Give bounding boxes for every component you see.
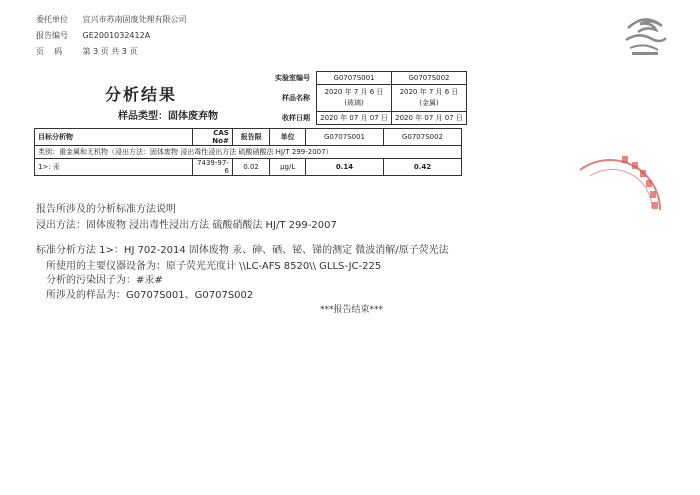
sample-date: 2020 年 7 月 6 日 [324, 88, 384, 96]
leaching-method-text: 浸出方法：固体废物 浸出毒性浸出方法 硫酸硝酸法 HJ/T 299-2007 [36, 220, 337, 231]
sample-name-label: 样品名称 [282, 93, 310, 102]
lab-number-row [268, 72, 467, 85]
client-label: 委托单位 [36, 15, 68, 24]
sample-name-row [268, 85, 467, 112]
analyte-header: 目标分析物 [35, 129, 193, 146]
results-header-row [35, 129, 462, 146]
unit-header: 单位 [270, 129, 306, 146]
table-row [35, 159, 462, 176]
report-number-label: 报告编号 [36, 31, 68, 40]
sample-material: (金属) [419, 99, 439, 107]
standard-method-text: 标准分析方法 1>：HJ 702-2014 固体废物 汞、砷、硒、铋、锑的测定 微波消解/原子荧光法 [36, 245, 449, 256]
report-number-row [36, 30, 150, 41]
pollutant-text: 分析的污染因子为：#汞# [46, 275, 163, 286]
sample-material: (玻璃) [344, 99, 364, 107]
company-logo-icon [618, 8, 672, 62]
sample-date: 2020 年 7 月 6 日 [399, 88, 459, 96]
lab-number-label: 实验室编号 [275, 74, 310, 82]
client-value: 宜兴市苏南固废处理有限公司 [82, 15, 187, 24]
limit-header: 报告限 [232, 129, 270, 146]
samples-text: 所涉及的样品为：G0707S001、G0707S002 [46, 290, 254, 301]
lab-number-cell: G0707S002 [392, 72, 467, 85]
received-date-row [268, 112, 467, 125]
page-value: 第 3 页 共 3 页 [82, 47, 138, 56]
page-label: 页 码 [36, 47, 63, 56]
lab-number-cell: G0707S001 [317, 72, 392, 85]
received-date-cell: 2020 年 07 月 07 日 [392, 112, 467, 125]
client-row [36, 14, 187, 25]
received-date-cell: 2020 年 07 月 07 日 [317, 112, 392, 125]
sample2-header: G0707S002 [383, 129, 461, 146]
unit-cell: μg/L [270, 159, 306, 176]
report-end-text: ***报告结束*** [320, 305, 384, 315]
received-date-label: 收样日期 [282, 114, 310, 122]
instrument-text: 所使用的主要仪器设备为：原子荧光光度计 \\LC-AFS 8520\\ GLLS-JC-225 [46, 261, 382, 272]
result-cell: 0.14 [305, 159, 383, 176]
analyte-cell: 1>: 汞 [35, 159, 193, 176]
cas-header: CAS No# [193, 129, 233, 146]
page-number-row [36, 46, 137, 57]
category-text: 类别：重金属和无机物（浸出方法：固体废物 浸出毒性浸出方法 硫酸硝酸法 HJ/T 299-2007） [35, 146, 462, 159]
sample-name-cell [392, 85, 467, 112]
sample-info-table [268, 71, 467, 125]
method-notes-heading: 报告所涉及的分析标准方法说明 [36, 204, 176, 215]
limit-cell: 0.02 [232, 159, 270, 176]
sample1-header: G0707S001 [305, 129, 383, 146]
sample-type: 样品类型：固体废弃物 [118, 111, 218, 122]
category-row [35, 146, 462, 159]
sample-name-cell [317, 85, 392, 112]
report-number-value: GE2001032412A [82, 31, 151, 40]
results-table [34, 128, 462, 176]
result-cell: 0.42 [383, 159, 461, 176]
page-title: 分析结果 [105, 85, 178, 104]
official-seal-icon [560, 140, 670, 250]
cas-cell: 7439-97-6 [193, 159, 233, 176]
